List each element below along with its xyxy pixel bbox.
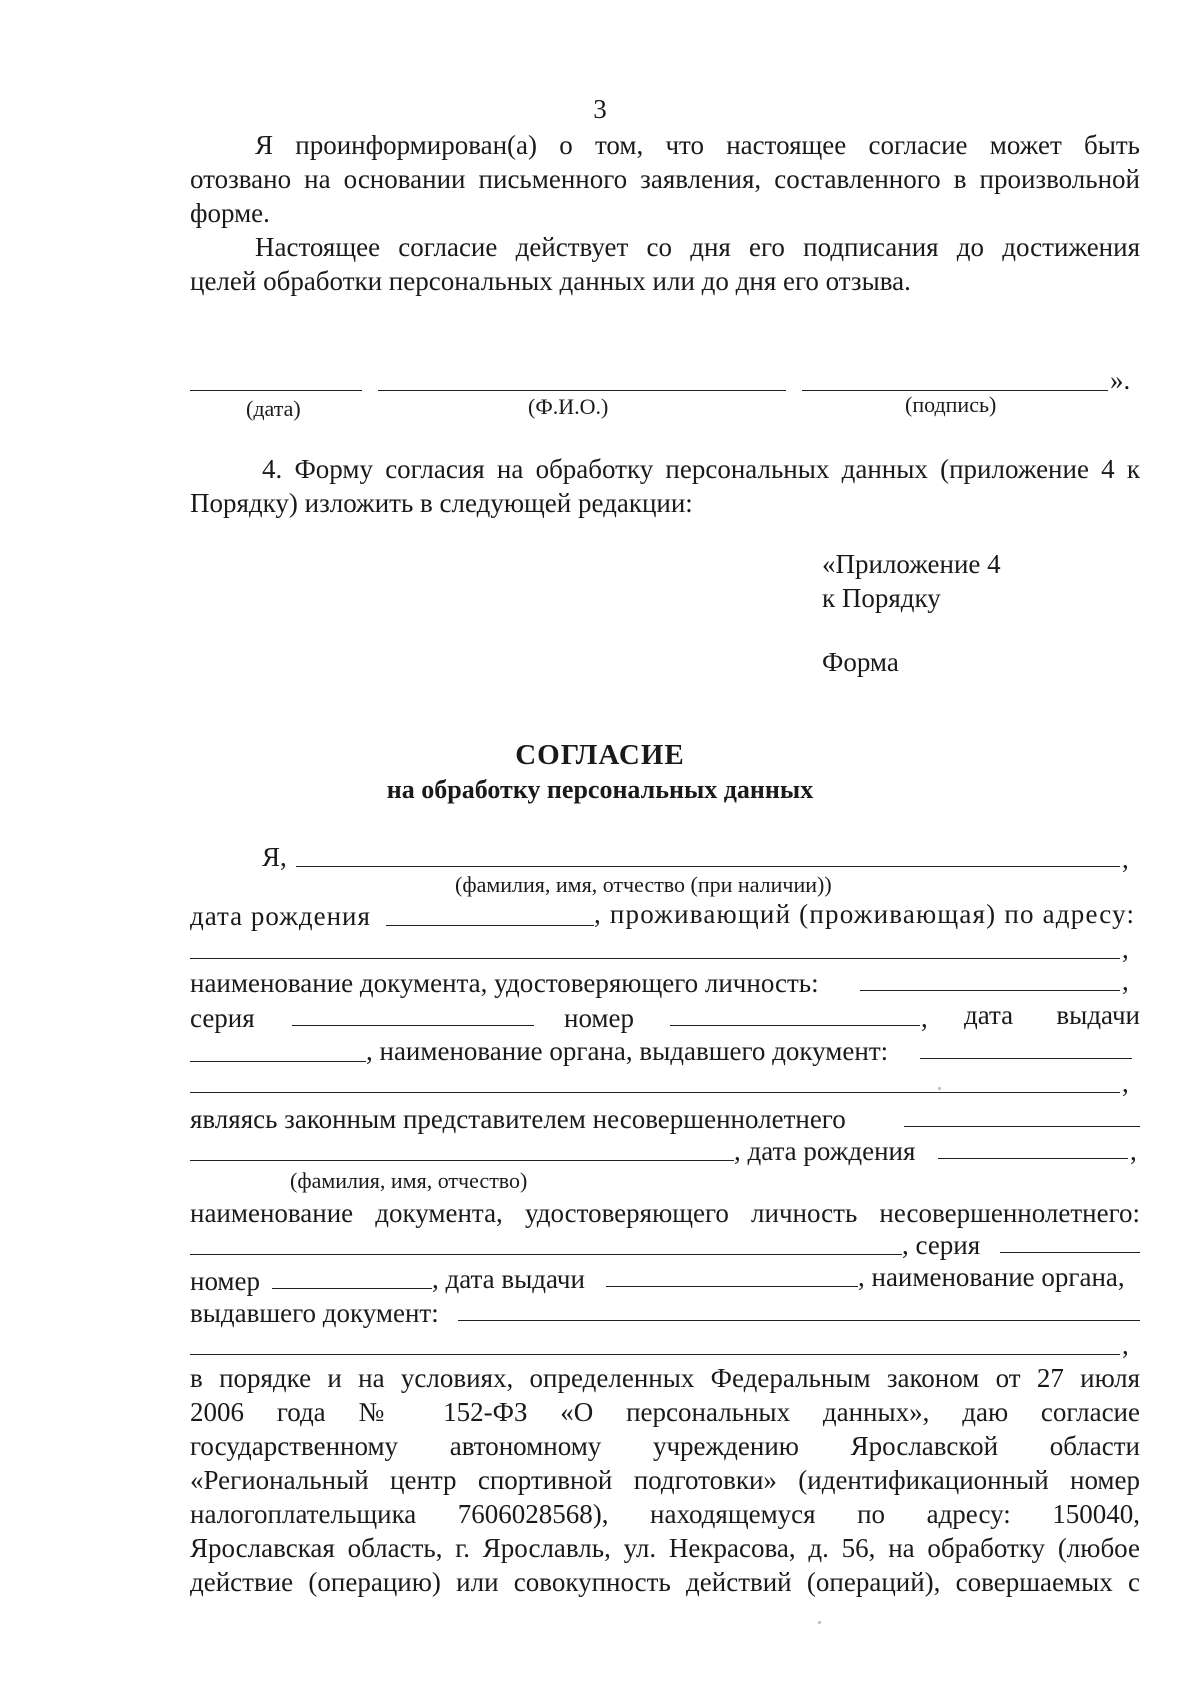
scan-speck [938,1087,941,1090]
issuer-continuation-line[interactable] [190,1092,1120,1093]
caption-fio-short: (фамилия, имя, отчество) [290,1168,528,1193]
doc-name-input-line[interactable] [860,990,1120,991]
comma-1: , [1122,844,1129,874]
ya-label: Я, [262,842,287,872]
intro-p2-line1: Настоящее согласие действует со дня его подписания до достижения [255,232,1140,262]
dob-input-line[interactable] [386,925,594,926]
number-label: номер [564,1003,635,1033]
comma-3: , [1122,966,1129,996]
minor-doc-input-line[interactable] [190,1254,902,1255]
scan-speck [818,1621,821,1624]
series-input-line[interactable] [292,1025,534,1026]
item4-line1: 4. Форму согласия на обработку персональных данных (приложение 4 к [262,454,1140,484]
comma-5: , [1122,1068,1129,1098]
body-line-7: действие (операцию) или совокупность действий (операций), совершаемых с [190,1567,1140,1597]
minor-issue-date-label: , дата выдачи [432,1264,585,1294]
document-title: СОГЛАСИЕ [515,739,685,771]
item4-line2: Порядку) изложить в следующей редакции: [190,488,693,518]
comma-6: , [1130,1136,1137,1166]
issuer-label: , наименование органа, выдавшего документ: [366,1036,889,1066]
minor-doc-label: наименование документа, удостоверяющего личность несовершеннолетнего: [190,1198,1140,1228]
intro-p1-last: форме. [190,198,270,228]
body-line-4: «Региональный центр спортивной подготовки» (идентификационный номер [190,1465,1140,1495]
caption-signature: (подпись) [905,392,997,417]
series-label: серия [190,1003,255,1033]
comma-7: , [1122,1330,1129,1360]
intro-p2-last: целей обработки персональных данных или до дня его отзыва. [190,266,911,296]
legal-rep-label: являясь законным представителем несовершеннолетнего [190,1104,846,1134]
minor-number-label: номер [190,1266,261,1296]
appendix-line2: к Порядку [822,583,941,613]
caption-fio-full: (фамилия, имя, отчество (при наличии)) [455,872,832,897]
issuer-input-line[interactable] [920,1058,1132,1059]
intro-p1-line2: отозвано на основании письменного заявления, составленного в произвольной [190,164,1140,194]
fio-signature-line [378,390,786,391]
address-input-line[interactable] [190,958,1120,959]
form-label: Форма [822,647,899,677]
minor-dob-label: , дата рождения [734,1136,916,1166]
comma-4: , [921,1003,928,1033]
body-line-3: государственному автономному учреждению Ярославской области [190,1431,1140,1461]
caption-fio: (Ф.И.О.) [528,394,609,419]
caption-date: (дата) [246,396,301,421]
minor-fio-input-line-1[interactable] [904,1126,1140,1127]
dob-label: дата рождения [190,901,371,931]
minor-issuer-label: , наименование органа, [858,1262,1125,1292]
appendix-line1: «Приложение 4 [822,549,1001,579]
minor-issue-date-input-line[interactable] [606,1286,858,1287]
body-line-6: Ярославская область, г. Ярославль, ул. Некрасова, д. 56, на обработку (любое [190,1533,1140,1563]
intro-p1-line1: Я проинформирован(а) о том, что настоящее согласие может быть [255,130,1140,160]
issued-by-label: выдавшего документ: [190,1298,439,1328]
body-line-1: в порядке и на условиях, определенных Федеральным законом от 27 июля [190,1363,1140,1393]
closing-quote: ». [1110,365,1131,395]
minor-fio-input-line-2[interactable] [190,1160,734,1161]
doc-name-label: наименование документа, удостоверяющего личность: [190,968,819,998]
page-number: 3 [593,94,607,124]
sign-signature-line [802,390,1108,391]
comma-2: , [1122,934,1129,964]
body-line-2: 2006 года № 152-ФЗ «О персональных данных», даю согласие [190,1397,1140,1427]
minor-number-input-line[interactable] [272,1288,432,1289]
issued-by-continuation-line[interactable] [190,1354,1120,1355]
issue-date-label: дата выдачи [964,1000,1140,1030]
fio-input-line[interactable] [296,866,1120,867]
document-subtitle: на обработку персональных данных [386,775,814,804]
minor-dob-input-line[interactable] [938,1158,1128,1159]
date-signature-line [190,390,362,391]
number-input-line[interactable] [670,1025,920,1026]
body-line-5: налогоплательщика 7606028568), находящемуся по адресу: 150040, [190,1499,1140,1529]
minor-series-input-line[interactable] [1000,1252,1140,1253]
issued-by-input-line[interactable] [458,1320,1140,1321]
minor-series-label: , серия [902,1230,981,1260]
residing-label: , проживающий (проживающая) по адресу: [594,899,1136,929]
issue-date-input-line[interactable] [190,1061,366,1062]
